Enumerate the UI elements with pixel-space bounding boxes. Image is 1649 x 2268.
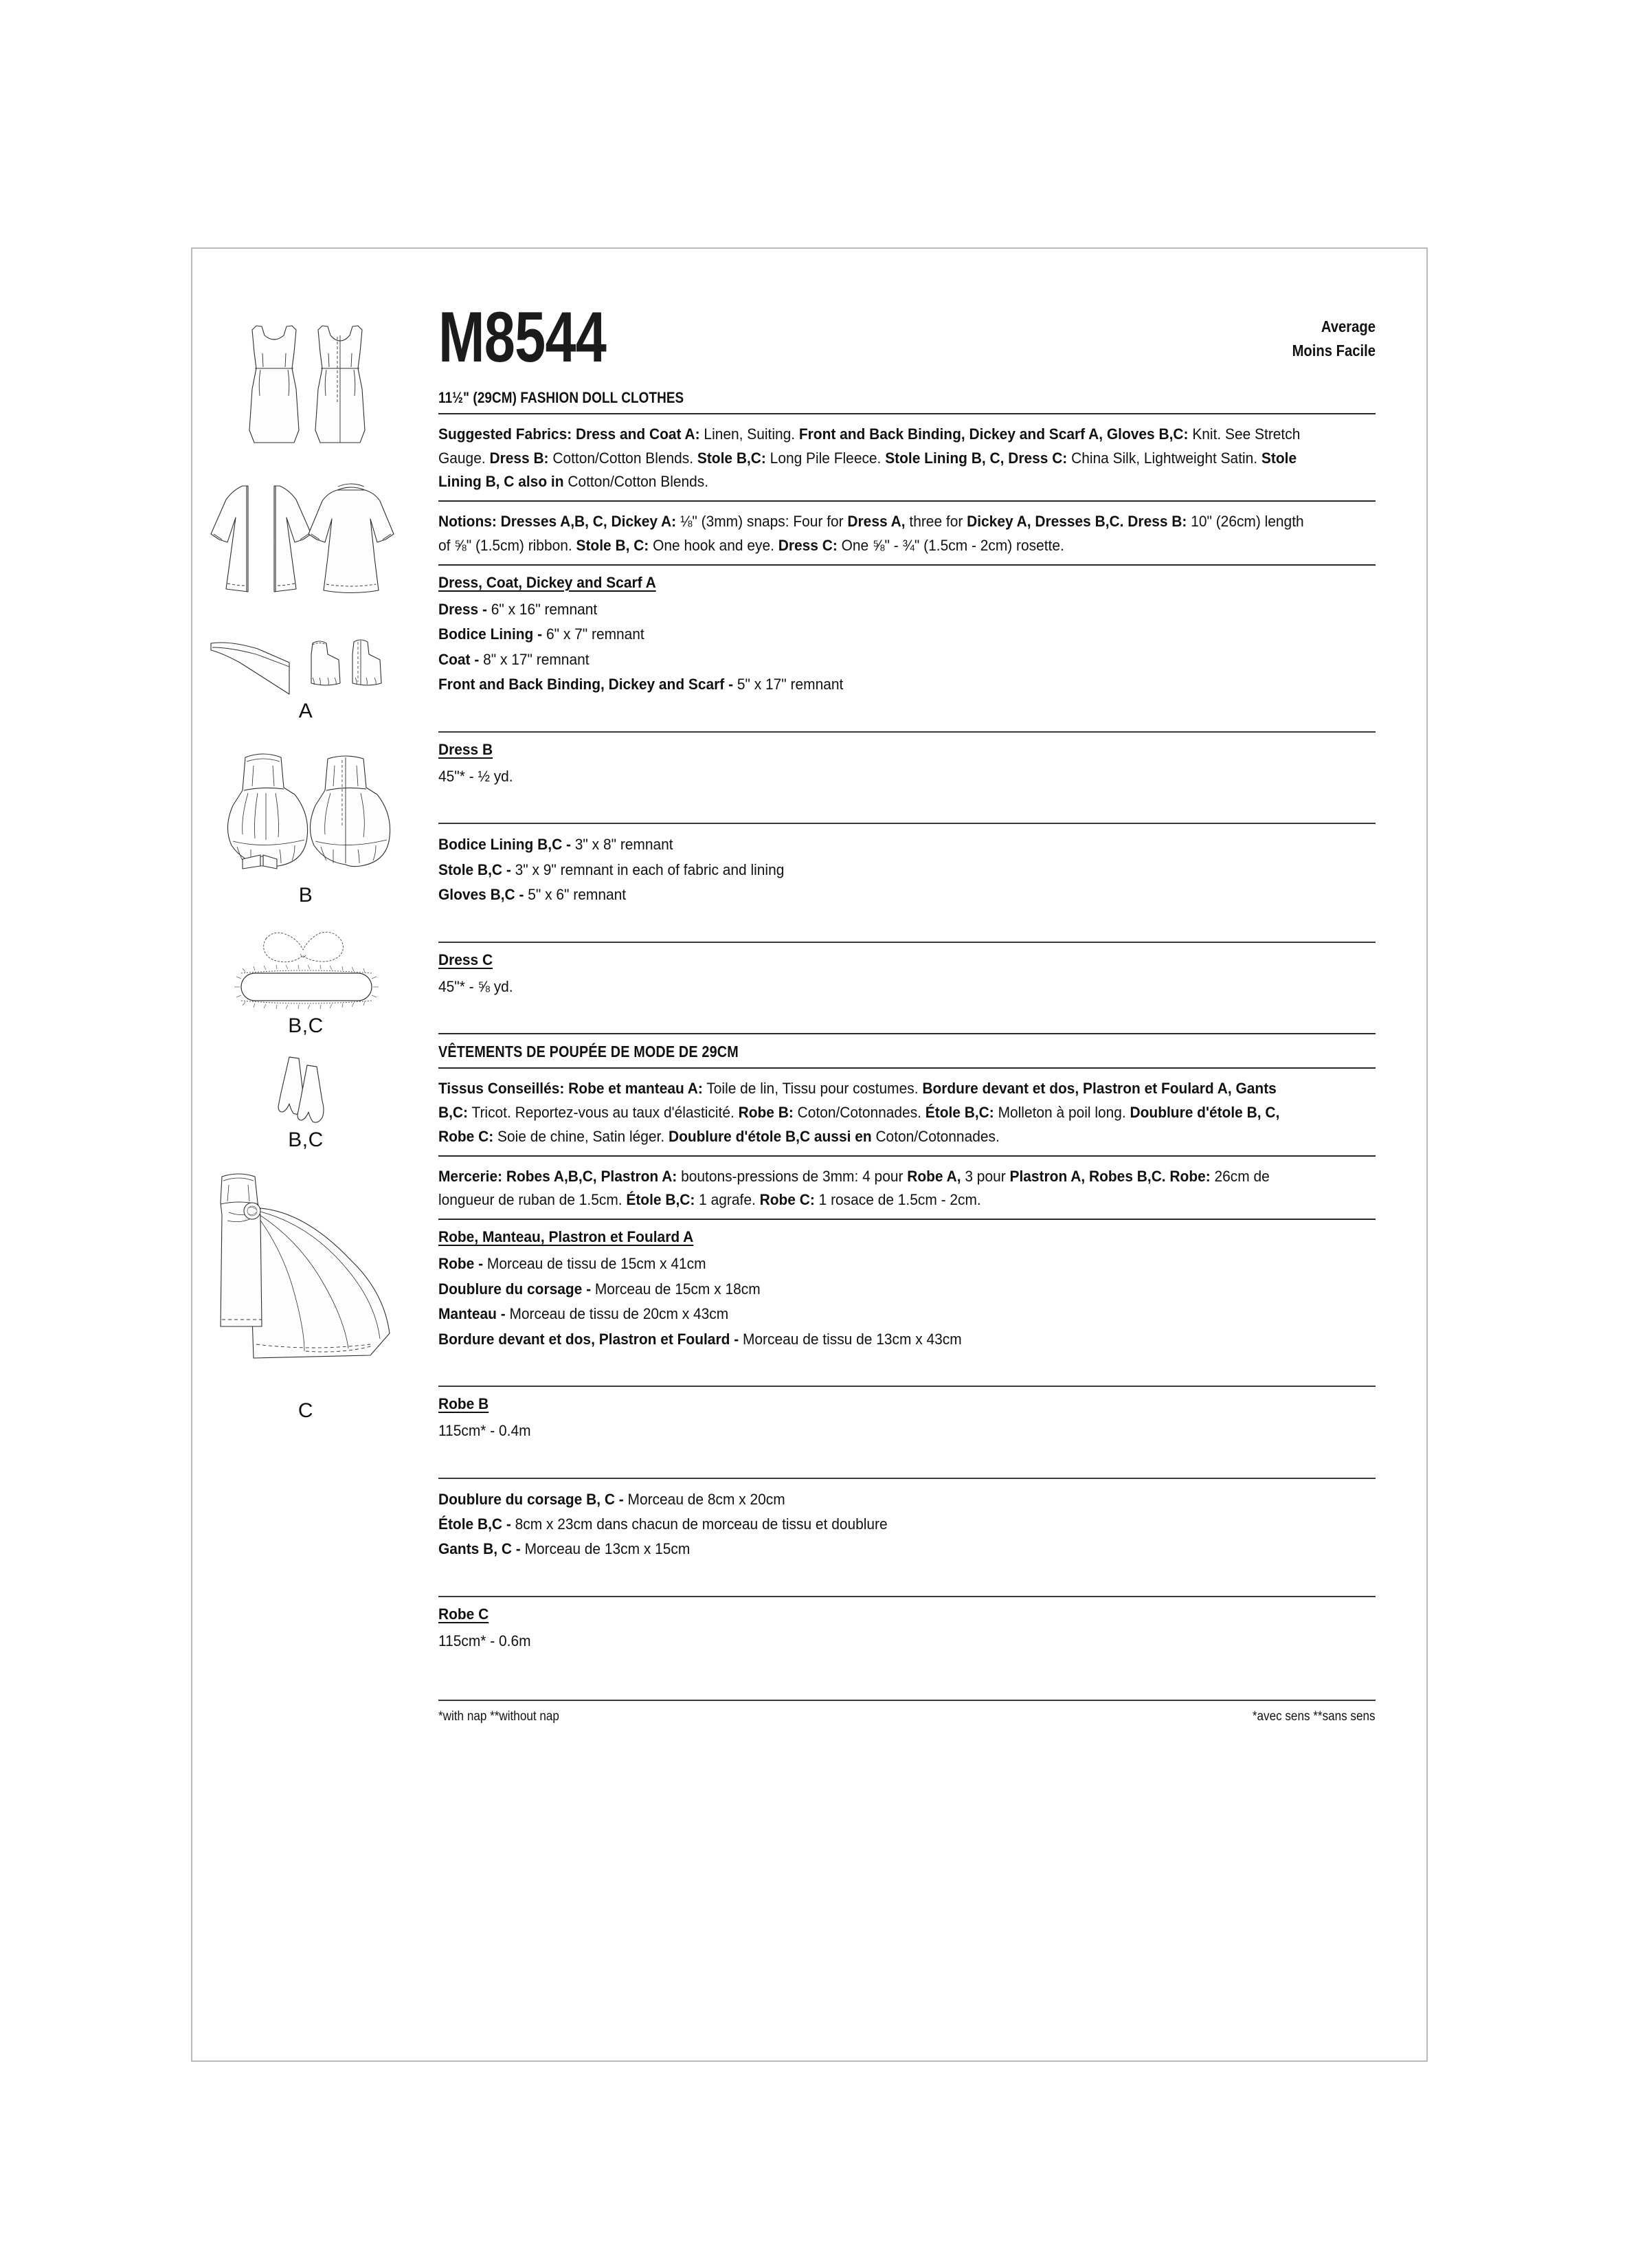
section-heading: Dress, Coat, Dickey and Scarf A bbox=[438, 574, 656, 592]
scarf-dickey-line-art bbox=[203, 632, 409, 698]
section-heading: Robe, Manteau, Plastron et Foulard A bbox=[438, 1228, 694, 1246]
illustration-label-a: A bbox=[298, 700, 313, 722]
divider bbox=[438, 1386, 1376, 1387]
yardage-section-en-bc bbox=[438, 832, 1376, 907]
gown-c-line-art bbox=[203, 1171, 409, 1398]
divider bbox=[438, 942, 1376, 943]
yardage-line: Manteau - Morceau de tissu de 20cm x 43cm bbox=[438, 1305, 729, 1323]
divider bbox=[438, 413, 1376, 414]
illustration-column bbox=[192, 249, 419, 2060]
section-heading: Robe C bbox=[438, 1605, 489, 1623]
yardage-section-en-a bbox=[438, 574, 1376, 698]
yardage-section-en-b bbox=[438, 741, 1376, 789]
divider bbox=[438, 1155, 1376, 1157]
yardage-line: 45"* - ½ yd. bbox=[438, 767, 513, 785]
notions-fr: Mercerie: Robes A,B,C, Plastron A: boutons-pressions de 3mm: 4 pour Robe A, 3 pour Plastron A, Robes B,C. Robe: 26cm de longueur de ruban de 1.5cm. Étole B,C: 1 agrafe. Robe C: 1 rosace de 1.5cm - 2cm. bbox=[438, 1167, 1270, 1209]
french-title: VÊTEMENTS DE POUPÉE DE MODE DE 29CM bbox=[438, 1042, 739, 1060]
dress-b-line-art bbox=[203, 745, 409, 882]
notions-en: Notions: Dresses A,B, C, Dickey A: ⅛" (3mm) snaps: Four for Dress A, three for Dickey A, Dresses B,C. Dress B: 10" (26cm) length of ⅝" (1.5cm) ribbon. Stole B, C: One hook and eye. Dress C: One ⅝" - ¾" (1.5cm - 2cm) rosette. bbox=[438, 513, 1304, 555]
illustration-view-c-gown bbox=[192, 1171, 419, 1421]
illustration-view-a-scarf-dickey bbox=[192, 632, 419, 722]
illustration-view-a-coat bbox=[192, 476, 419, 617]
pattern-number: M8544 bbox=[438, 298, 607, 377]
illustration-view-bc-gloves bbox=[192, 1054, 419, 1150]
divider bbox=[438, 1067, 1376, 1069]
dress-a-line-art bbox=[203, 315, 409, 456]
divider bbox=[438, 823, 1376, 824]
yardage-line: Dress - 6" x 16" remnant bbox=[438, 601, 598, 619]
header-row bbox=[438, 298, 1376, 377]
yardage-line: Bodice Lining B,C - 3" x 8" remnant bbox=[438, 836, 673, 854]
section-heading: Robe B bbox=[438, 1395, 489, 1413]
difficulty-block bbox=[1292, 305, 1376, 362]
divider bbox=[438, 1033, 1376, 1034]
section-heading: Dress B bbox=[438, 740, 493, 758]
illustration-label-bc-stole: B,C bbox=[288, 1014, 324, 1037]
suggested-fabrics-fr: Tissus Conseillés: Robe et manteau A: Toile de lin, Tissu pour costumes. Bordure devant et dos, Plastron et Foulard A, Gants B,C: Tricot. Reportez-vous au taux d'élasticité. Robe B: Coton/Cotonnades. Étole B,C: Molleton à poil long. Doublure d'étole B, C, Robe C: Soie de chine, Satin léger. Doublure d'étole B,C aussi en Coton/Cotonnades. bbox=[438, 1079, 1280, 1145]
yardage-line: Coat - 8" x 17" remnant bbox=[438, 650, 590, 668]
footnote-fr: *avec sens **sans sens bbox=[1253, 1709, 1376, 1724]
yardage-section-fr-bc bbox=[438, 1487, 1376, 1562]
illustration-label-bc-gloves: B,C bbox=[288, 1129, 324, 1151]
section-heading: Dress C bbox=[438, 950, 493, 968]
yardage-line: 45"* - ⅝ yd. bbox=[438, 977, 513, 995]
yardage-line: Stole B,C - 3" x 9" remnant in each of fabric and lining bbox=[438, 860, 785, 878]
pattern-envelope-back bbox=[191, 247, 1428, 2062]
illustration-view-bc-stole bbox=[192, 924, 419, 1036]
divider bbox=[438, 731, 1376, 733]
yardage-line: Étole B,C - 8cm x 23cm dans chacun de morceau de tissu et doublure bbox=[438, 1515, 888, 1533]
yardage-line: Bordure devant et dos, Plastron et Foulard - Morceau de tissu de 13cm x 43cm bbox=[438, 1330, 962, 1348]
yardage-line: Front and Back Binding, Dickey and Scarf - 5" x 17" remnant bbox=[438, 676, 844, 693]
illustration-label-c: C bbox=[298, 1399, 314, 1422]
yardage-line: Gants B, C - Morceau de 13cm x 15cm bbox=[438, 1540, 691, 1558]
divider bbox=[438, 500, 1376, 502]
difficulty-fr: Moins Facile bbox=[1292, 341, 1376, 359]
yardage-line: Doublure du corsage B, C - Morceau de 8cm x 20cm bbox=[438, 1490, 785, 1508]
divider bbox=[438, 1478, 1376, 1479]
illustration-label-b: B bbox=[298, 884, 313, 907]
illustration-view-a-dress bbox=[192, 315, 419, 456]
gloves-line-art bbox=[203, 1054, 409, 1127]
envelope-layout bbox=[192, 249, 1426, 2060]
yardage-line: Doublure du corsage - Morceau de 15cm x 18cm bbox=[438, 1280, 761, 1298]
difficulty-en: Average bbox=[1321, 318, 1376, 335]
footnote-en: *with nap **without nap bbox=[438, 1709, 559, 1724]
yardage-section-en-c bbox=[438, 951, 1376, 999]
divider bbox=[438, 1596, 1376, 1597]
yardage-section-fr-c bbox=[438, 1605, 1376, 1654]
footnote-row bbox=[438, 1709, 1376, 1724]
coat-a-line-art bbox=[203, 476, 409, 617]
suggested-fabrics-en: Suggested Fabrics: Dress and Coat A: Linen, Suiting. Front and Back Binding, Dickey and Scarf A, Gloves B,C: Knit. See Stretch Gauge. Dress B: Cotton/Cotton Blends. Stole B,C: Long Pile Fleece. Stole Lining B, C, Dress C: China Silk, Lightweight Satin. Stole Lining B, C also in Cotton/Cotton Blends. bbox=[438, 425, 1301, 491]
yardage-line: Bodice Lining - 6" x 7" remnant bbox=[438, 625, 644, 643]
yardage-line: 115cm* - 0.6m bbox=[438, 1632, 531, 1649]
divider bbox=[438, 1700, 1376, 1701]
stole-line-art bbox=[203, 924, 409, 1013]
illustration-view-b-dress bbox=[192, 745, 419, 906]
divider bbox=[438, 564, 1376, 566]
yardage-section-fr-a bbox=[438, 1228, 1376, 1352]
text-column bbox=[419, 249, 1426, 2060]
yardage-line: 115cm* - 0.4m bbox=[438, 1422, 531, 1440]
divider bbox=[438, 1219, 1376, 1220]
yardage-section-fr-b bbox=[438, 1395, 1376, 1443]
yardage-line: Robe - Morceau de tissu de 15cm x 41cm bbox=[438, 1255, 706, 1273]
garment-type: 11½" (29CM) FASHION DOLL CLOTHES bbox=[438, 388, 684, 406]
yardage-line: Gloves B,C - 5" x 6" remnant bbox=[438, 886, 627, 904]
